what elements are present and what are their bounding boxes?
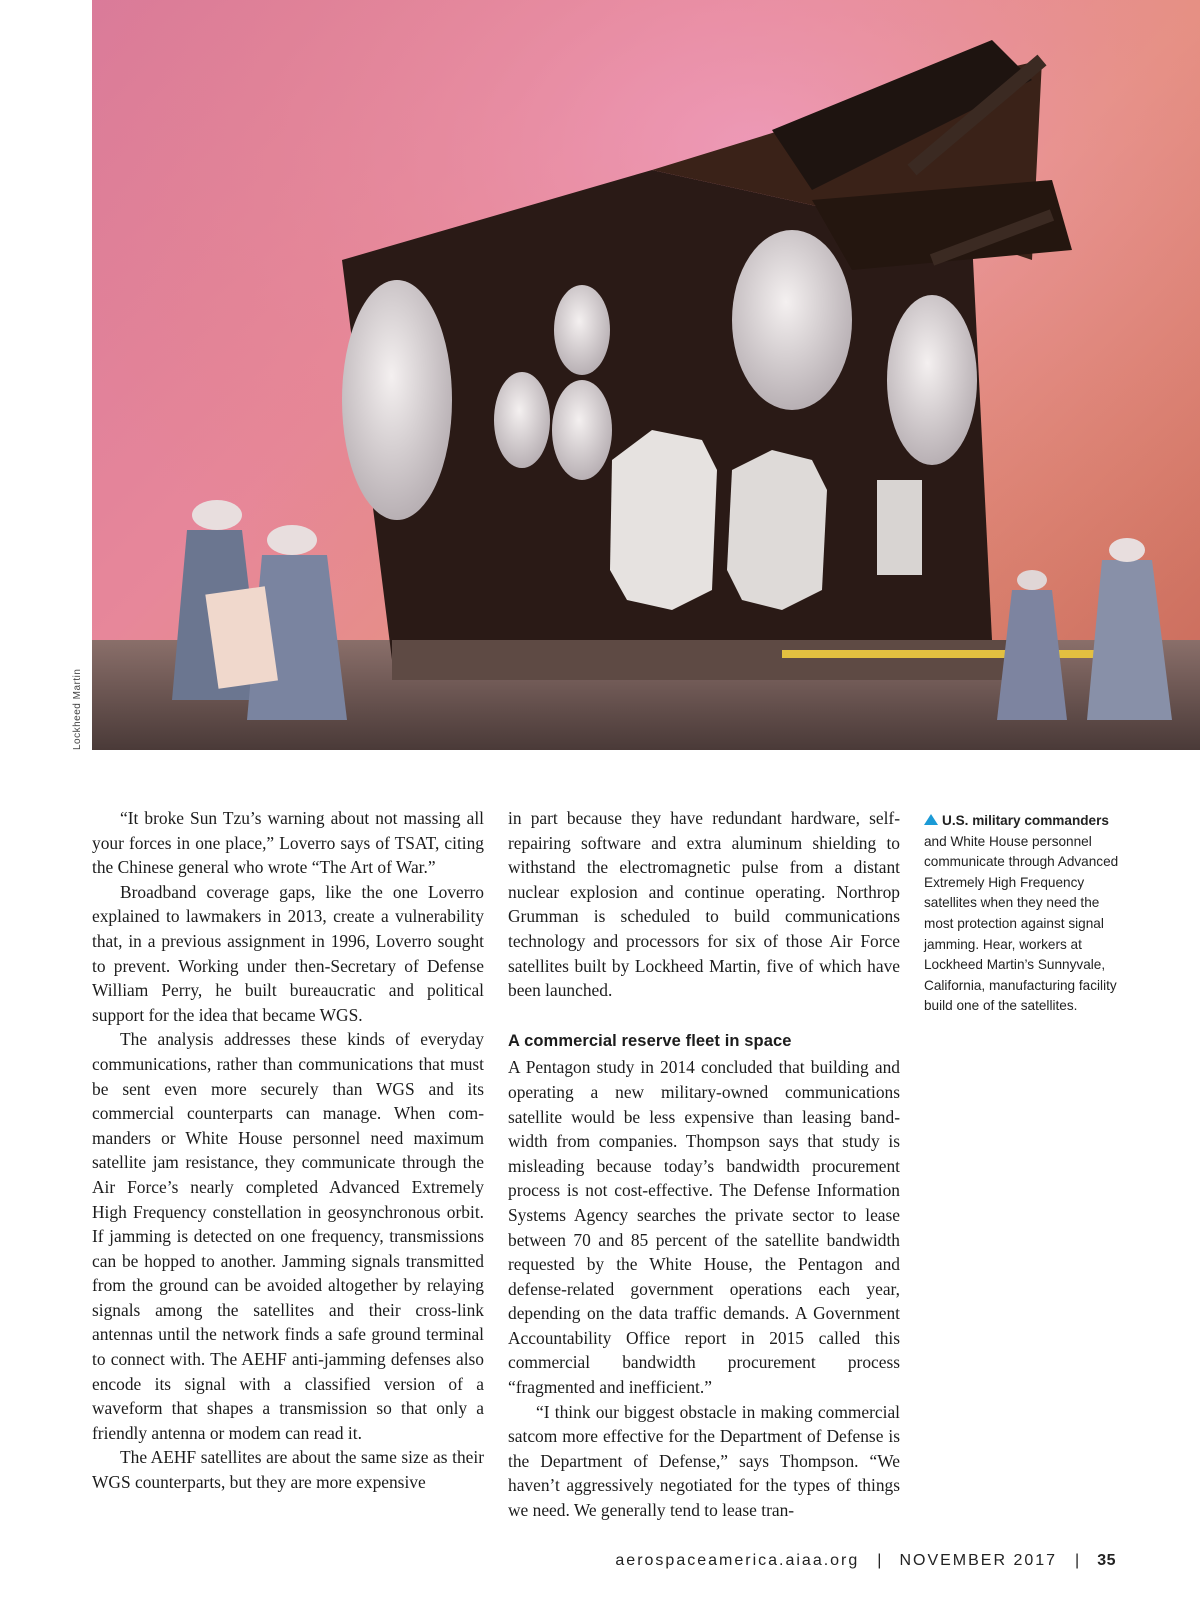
satellite-illustration xyxy=(92,0,1200,750)
caption-body: and White House personnel communicate through Advanced Extremely High Frequency satellites when they need the most protection against signal jamming. Hear, workers at Lockheed Martin’s Sunnyvale, California, manufacturing facility build one of the satellites. xyxy=(924,833,1119,1014)
satellite-photo xyxy=(92,0,1200,750)
paragraph: The AEHF satellites are about the same size as their WGS counterparts, but they are more expensive xyxy=(92,1447,484,1493)
paragraph: A Pentagon study in 2014 concluded that building and operating a new military-owned communications satellite would be less expensive than leasing bandwidth from companies. Thompson says that study is misleading because today’s bandwidth procurement process is not cost-effective. The Defense Information Systems Agency searches the private sector to lease between 70 and 85 percent of the satellite bandwidth requested by the White House, the Pentagon and defense-related government operations each year, depending on the data traffic demands. A Government Accountability Office report in 2015 called this commercial bandwidth procurement process “fragmented and inefficient.” xyxy=(508,1057,900,1398)
caption-lead: U.S. military commanders xyxy=(942,813,1109,828)
page-number: 35 xyxy=(1097,1552,1116,1569)
footer-site: aerospaceamerica.aiaa.org xyxy=(615,1552,860,1569)
photo-caption xyxy=(924,811,1124,1017)
footer-separator: | xyxy=(877,1552,882,1569)
footer-issue: NOVEMBER 2017 xyxy=(899,1552,1058,1569)
photo-credit: Lockheed Martin xyxy=(72,668,83,750)
article-column-2 xyxy=(508,806,900,1523)
paragraph: Broadband coverage gaps, like the one Loverro explained to lawmakers in 2013, create a vulnerability that, in a previous assignment in 1996, Loverro sought to prevent. Working under then-Secretary of Defense William Perry, he built bureaucratic and political support for the idea that became WGS. xyxy=(92,881,484,1025)
page-footer xyxy=(615,1552,1116,1570)
paragraph: “It broke Sun Tzu’s warning about not massing all your forces in one place,” Loverro says of TSAT, citing the Chinese general who wrote “The Art of War.” xyxy=(92,808,484,878)
paragraph: “I think our biggest obstacle in making commercial satcom more effective for the Department of Defense is the Department of Defense,” says Thompson. “We haven’t aggressively negotiated for the types of things we need. We generally tend to lease tran- xyxy=(508,1401,900,1521)
paragraph: The analysis addresses these kinds of everyday communications, rather than communications that must be sent even more securely than WGS and its commercial counterparts can manage. When commanders or White House personnel need maximum satellite jam resistance, they communicate through the Air Force’s nearly completed Advanced Extremely High Frequency constellation in geosynchronous orbit. If jamming is detected on one frequency, transmissions can be hopped to another. Jamming signals transmitted from the ground can be avoided altogether by relaying signals among the satellites and their cross-link antennas until the network finds a safe ground terminal to connect with. The AEHF anti-jamming defenses also encode its signal with a classified version of a waveform that shapes a transmission so that only a friendly antenna or modem can read it. xyxy=(92,1029,484,1443)
section-heading: A commercial reserve fleet in space xyxy=(508,1031,792,1050)
footer-separator: | xyxy=(1075,1552,1080,1569)
paragraph-continued: in part because they have redundant hardware, self-repairing software and extra aluminum shielding to withstand the electromagnetic pulse from a distant nuclear explosion and continue operating. Northrop Grumman is scheduled to build communications technology and processors for six of those Air Force satellites built by Lockheed Martin, five of which have been launched. xyxy=(508,808,900,1001)
article-column-1 xyxy=(92,806,484,1495)
triangle-up-icon xyxy=(924,814,938,825)
